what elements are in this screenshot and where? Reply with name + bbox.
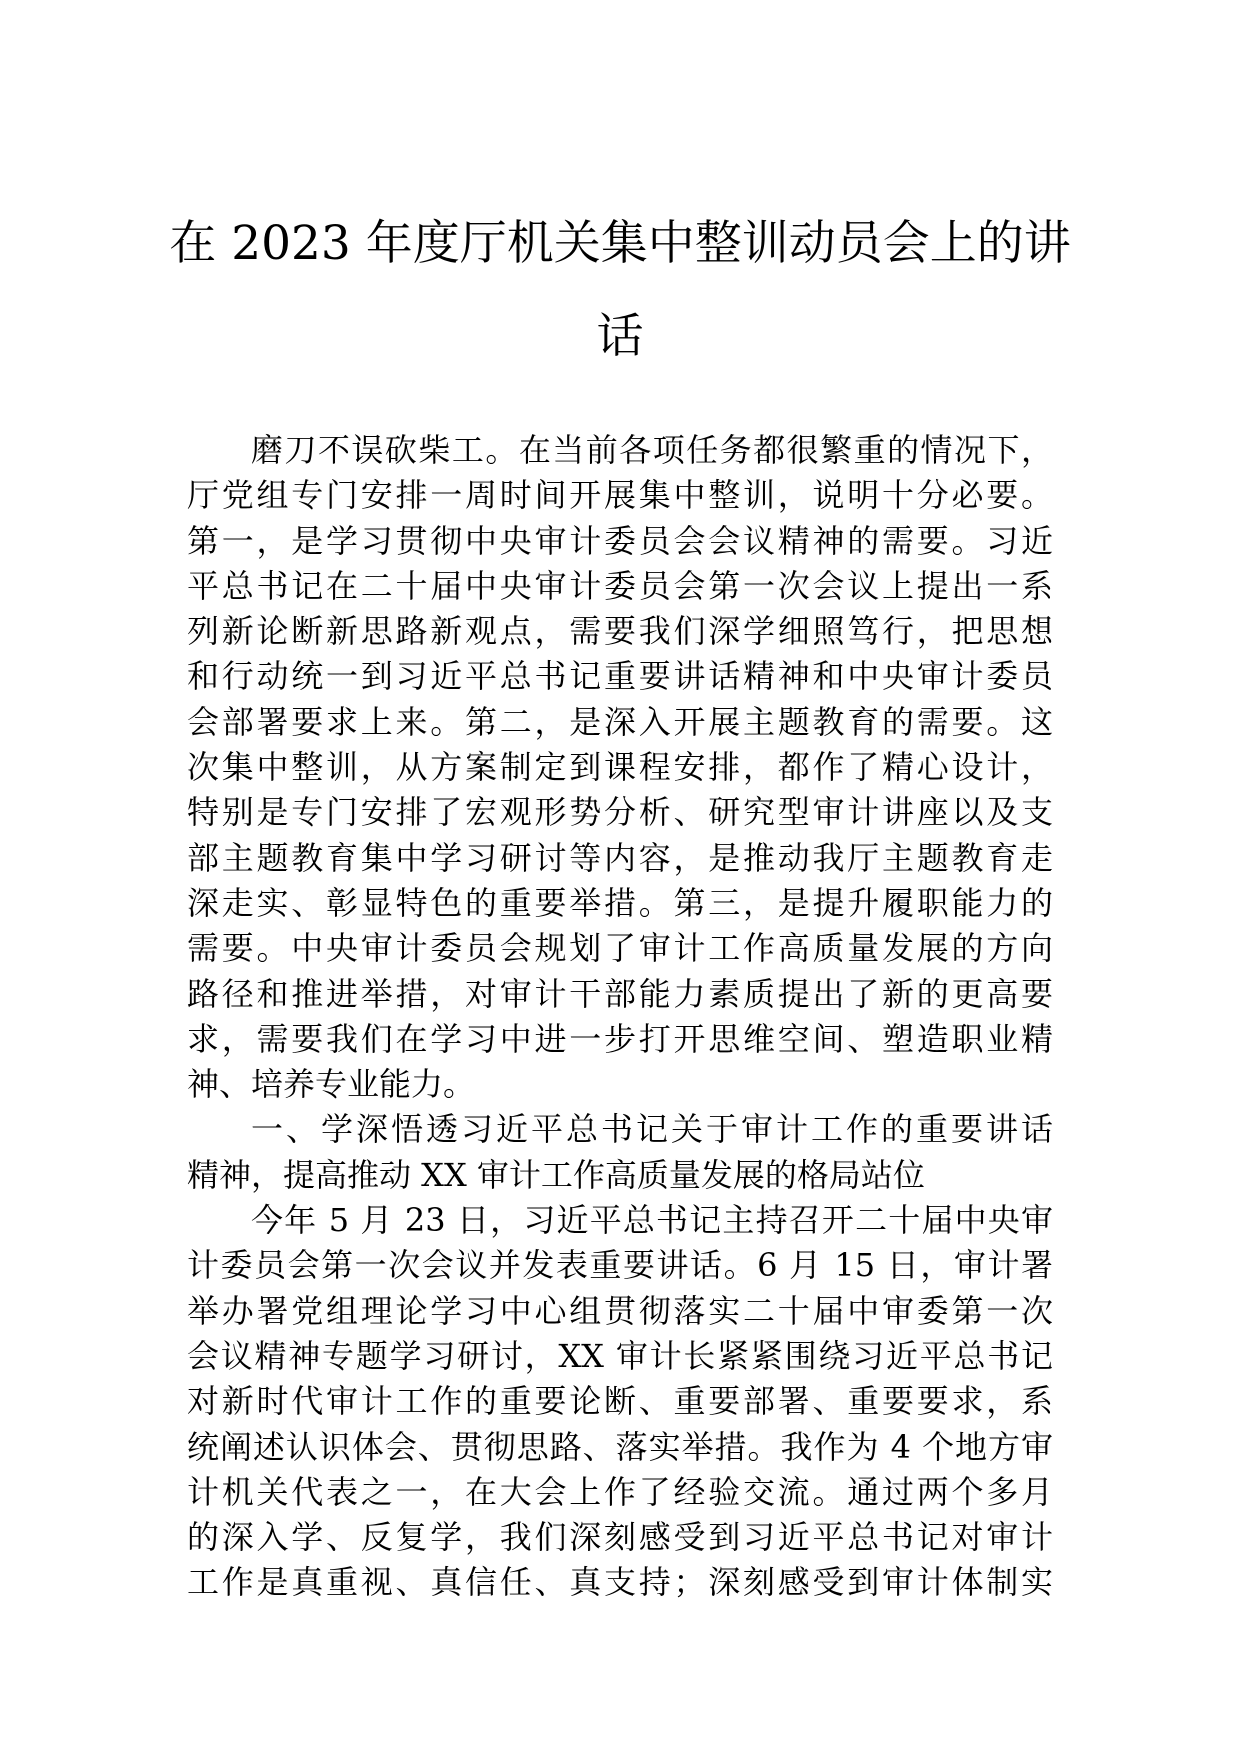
body-line: 今年 5 月 23 日，习近平总书记主持召开二十届中央审 (251, 1201, 1053, 1240)
body-line: 和行动统一到习近平总书记重要讲话精神和中央审计委员 (187, 657, 1053, 696)
body-line: 路径和推进举措，对审计干部能力素质提出了新的更高要 (187, 974, 1053, 1013)
body-line: 磨刀不误砍柴工。在当前各项任务都很繁重的情况下， (251, 431, 1053, 469)
body-line: 求，需要我们在学习中进一步打开思维空间、塑造职业精 (187, 1019, 1053, 1058)
body-line: 计机关代表之一，在大会上作了经验交流。通过两个多月 (187, 1472, 1053, 1511)
body-line: 厅党组专门安排一周时间开展集中整训，说明十分必要。 (187, 476, 1053, 515)
body-line: 会部署要求上来。第二，是深入开展主题教育的需要。这 (187, 702, 1053, 741)
document-body (187, 428, 1053, 1606)
body-line: 统阐述认识体会、贯彻思路、落实举措。我作为 4 个地方审 (187, 1427, 1053, 1466)
section-heading-line: 精神，提高推动 XX 审计工作高质量发展的格局站位 (187, 1155, 925, 1194)
body-line: 的深入学、反复学，我们深刻感受到习近平总书记对审计 (187, 1518, 1053, 1557)
body-line: 部主题教育集中学习研讨等内容，是推动我厅主题教育走 (187, 838, 1053, 877)
body-line: 举办署党组理论学习中心组贯彻落实二十届中审委第一次 (187, 1291, 1053, 1330)
body-line: 深走实、彰显特色的重要举措。第三，是提升履职能力的 (187, 883, 1053, 922)
body-line: 特别是专门安排了宏观形势分析、研究型审计讲座以及支 (187, 793, 1053, 832)
document-title-line-2: 话 (596, 309, 644, 364)
body-line: 对新时代审计工作的重要论断、重要部署、重要要求，系 (187, 1382, 1053, 1421)
body-line: 需要。中央审计委员会规划了审计工作高质量发展的方向 (187, 929, 1053, 968)
body-line: 计委员会第一次会议并发表重要讲话。6 月 15 日，审计署 (187, 1246, 1053, 1285)
body-line: 会议精神专题学习研讨，XX 审计长紧紧围绕习近平总书记 (187, 1336, 1053, 1375)
body-line: 第一，是学习贯彻中央审计委员会会议精神的需要。习近 (187, 521, 1053, 560)
body-line: 神、培养专业能力。 (187, 1065, 476, 1104)
body-line: 列新论断新思路新观点，需要我们深学细照笃行，把思想 (187, 612, 1053, 651)
body-line: 次集中整训，从方案制定到课程安排，都作了精心设计， (187, 748, 1053, 787)
section-heading-line: 一、学深悟透习近平总书记关于审计工作的重要讲话 (251, 1110, 1053, 1149)
body-line: 工作是真重视、真信任、真支持；深刻感受到审计体制实 (187, 1563, 1053, 1602)
document-title-line-1: 在 2023 年度厅机关集中整训动员会上的讲 (169, 216, 1071, 271)
body-line: 平总书记在二十届中央审计委员会第一次会议上提出一系 (187, 566, 1053, 605)
